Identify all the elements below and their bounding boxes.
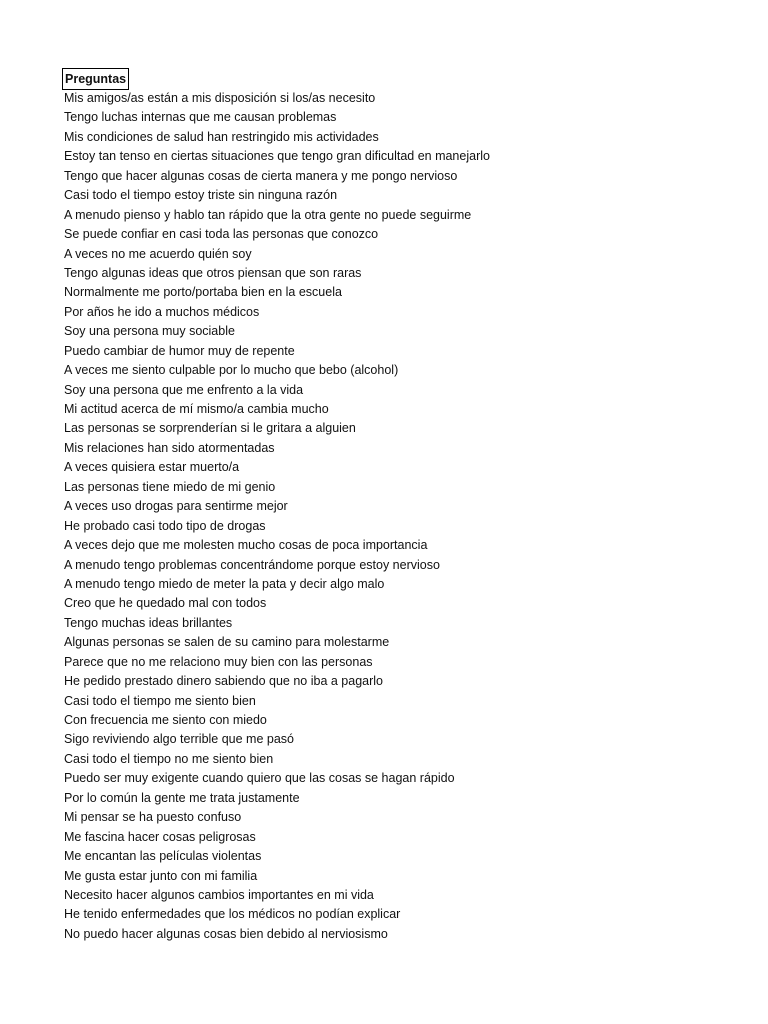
question-item: Mis condiciones de salud han restringido mis actividades bbox=[64, 129, 379, 144]
question-item: A veces me siento culpable por lo mucho que bebo (alcohol) bbox=[64, 363, 399, 378]
question-item: Casi todo el tiempo no me siento bien bbox=[64, 751, 274, 766]
question-item: Por años he ido a muchos médicos bbox=[64, 304, 260, 319]
question-item: Tengo luchas internas que me causan problemas bbox=[64, 110, 337, 125]
question-item: No puedo hacer algunas cosas bien debido al nerviosismo bbox=[64, 926, 388, 941]
questions-header-cell: Preguntas bbox=[62, 68, 129, 90]
question-item: He probado casi todo tipo de drogas bbox=[64, 518, 266, 533]
question-item: A veces quisiera estar muerto/a bbox=[64, 460, 240, 475]
questions-list bbox=[64, 89, 490, 944]
question-item: Las personas tiene miedo de mi genio bbox=[64, 479, 276, 494]
question-item: Por lo común la gente me trata justamente bbox=[64, 790, 300, 805]
question-item: Me fascina hacer cosas peligrosas bbox=[64, 829, 256, 844]
question-item: Mis amigos/as están a mis disposición si los/as necesito bbox=[64, 91, 376, 105]
question-item: Necesito hacer algunos cambios importantes en mi vida bbox=[64, 887, 374, 902]
question-item: Normalmente me porto/portaba bien en la escuela bbox=[64, 285, 342, 300]
question-item: Casi todo el tiempo me siento bien bbox=[64, 693, 256, 708]
question-item: A menudo tengo problemas concentrándome porque estoy nervioso bbox=[64, 557, 440, 572]
question-item: Creo que he quedado mal con todos bbox=[64, 596, 267, 611]
question-item: Se puede confiar en casi toda las personas que conozco bbox=[64, 227, 379, 242]
question-item: Parece que no me relaciono muy bien con las personas bbox=[64, 654, 373, 669]
question-item: He tenido enfermedades que los médicos no podían explicar bbox=[64, 907, 401, 922]
question-item: Me gusta estar junto con mi familia bbox=[64, 868, 258, 883]
question-item: Soy una persona que me enfrento a la vida bbox=[64, 382, 304, 397]
question-item: Las personas se sorprenderían si le gritara a alguien bbox=[64, 421, 356, 436]
question-item: Puedo cambiar de humor muy de repente bbox=[64, 343, 295, 358]
question-item: A veces no me acuerdo quién soy bbox=[64, 246, 252, 261]
question-item: Casi todo el tiempo estoy triste sin ninguna razón bbox=[64, 188, 338, 203]
question-item: Mi pensar se ha puesto confuso bbox=[64, 810, 242, 825]
question-item: A veces dejo que me molesten mucho cosas de poca importancia bbox=[64, 538, 428, 553]
question-item: Soy una persona muy sociable bbox=[64, 324, 235, 339]
question-item: Algunas personas se salen de su camino para molestarme bbox=[64, 635, 390, 650]
question-item: Mis relaciones han sido atormentadas bbox=[64, 440, 275, 455]
question-item: Mi actitud acerca de mí mismo/a cambia mucho bbox=[64, 402, 329, 416]
question-item: Con frecuencia me siento con miedo bbox=[64, 713, 267, 727]
question-item: A veces uso drogas para sentirme mejor bbox=[64, 499, 288, 514]
question-item: A menudo tengo miedo de meter la pata y decir algo malo bbox=[64, 576, 385, 591]
question-item: Tengo que hacer algunas cosas de cierta manera y me pongo nervioso bbox=[64, 168, 458, 183]
question-item: Tengo algunas ideas que otros piensan que son raras bbox=[64, 265, 362, 280]
question-item: He pedido prestado dinero sabiendo que no iba a pagarlo bbox=[64, 674, 383, 689]
question-item: Puedo ser muy exigente cuando quiero que las cosas se hagan rápido bbox=[64, 771, 455, 786]
question-item: Estoy tan tenso en ciertas situaciones que tengo gran dificultad en manejarlo bbox=[64, 149, 490, 164]
question-item: A menudo pienso y hablo tan rápido que la otra gente no puede seguirme bbox=[64, 207, 472, 222]
question-item: Sigo reviviendo algo terrible que me pasó bbox=[64, 732, 294, 747]
question-item: Me encantan las películas violentas bbox=[64, 849, 262, 864]
question-item: Tengo muchas ideas brillantes bbox=[64, 615, 233, 630]
